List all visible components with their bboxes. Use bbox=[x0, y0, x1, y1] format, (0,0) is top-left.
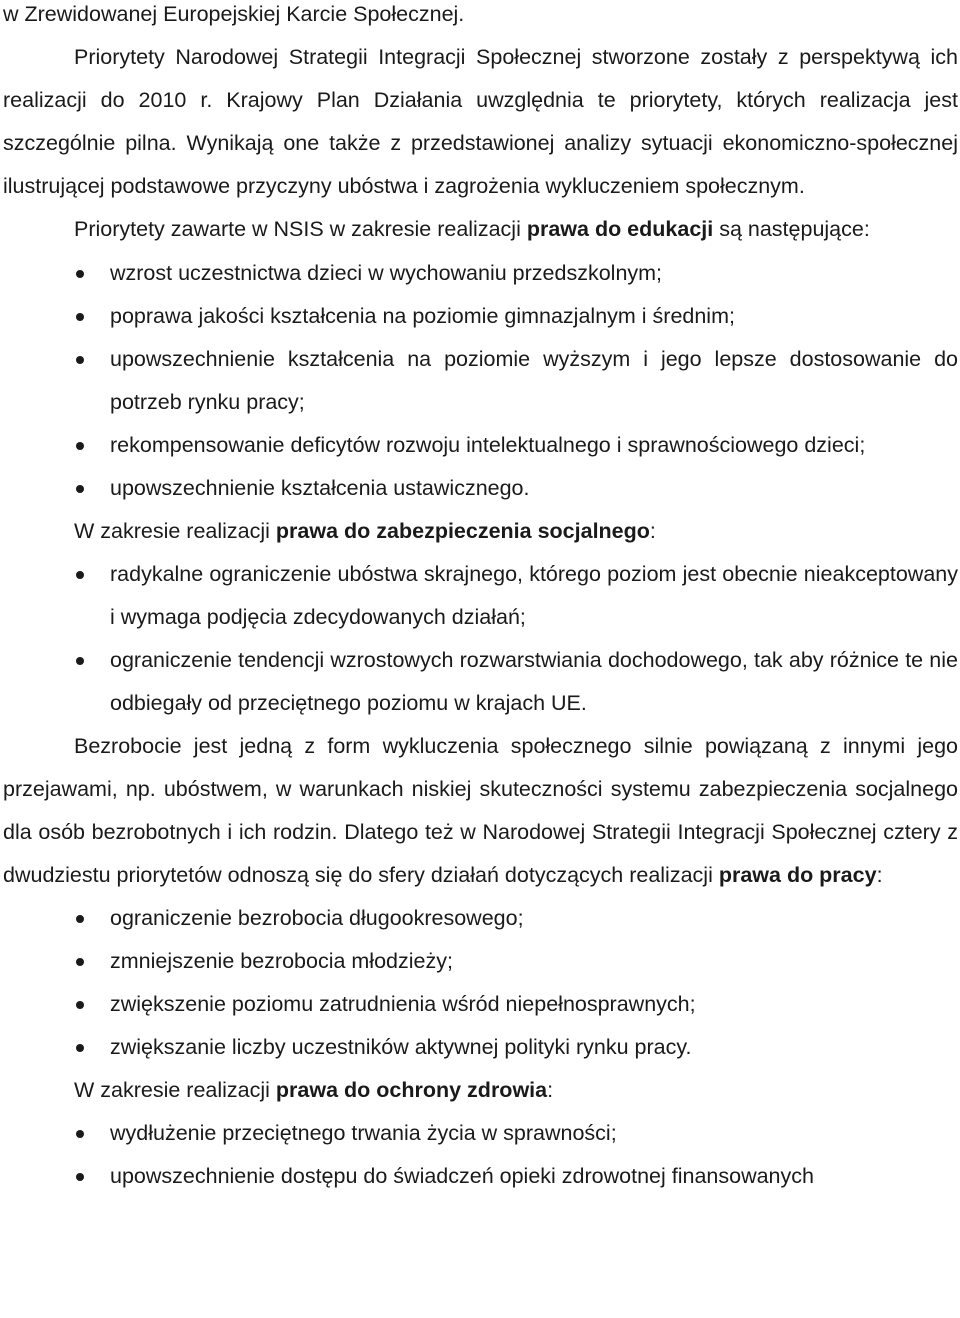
list-item: poprawa jakości kształcenia na poziomie gimnazjalnym i średnim; bbox=[3, 295, 958, 338]
document-page bbox=[3, 0, 958, 1198]
list-item: zwiększanie liczby uczestników aktywnej polityki rynku pracy. bbox=[3, 1026, 958, 1069]
bold-term: prawa do pracy bbox=[718, 863, 877, 887]
paragraph-social-heading bbox=[3, 510, 958, 553]
list-item: upowszechnienie kształcenia na poziomie wyższym i jego lepsze dostosowanie do potrzeb rynku pracy; bbox=[3, 338, 958, 424]
list-item: wydłużenie przeciętnego trwania życia w sprawności; bbox=[3, 1112, 958, 1155]
list-item: radykalne ograniczenie ubóstwa skrajnego, którego poziom jest obecnie nieakceptowany i wymaga podjęcia zdecydowanych działań; bbox=[3, 553, 958, 639]
list-item: upowszechnienie dostępu do świadczeń opieki zdrowotnej finansowanych bbox=[3, 1155, 958, 1198]
list-item: zwiększenie poziomu zatrudnienia wśród niepełnosprawnych; bbox=[3, 983, 958, 1026]
paragraph-education-heading bbox=[3, 208, 958, 251]
bold-term: prawa do zabezpieczenia socjalnego bbox=[275, 519, 650, 543]
list-item: upowszechnienie kształcenia ustawicznego. bbox=[3, 467, 958, 510]
text-run: : bbox=[649, 519, 656, 543]
text-run: Priorytety zawarte w NSIS w zakresie realizacji bbox=[74, 217, 527, 241]
list-item: zmniejszenie bezrobocia młodzieży; bbox=[3, 940, 958, 983]
paragraph-priorities-intro: Priorytety Narodowej Strategii Integracji Społecznej stworzone zostały z perspektywą ich realizacji do 2010 r. Krajowy Plan Działania uwzględnia te priorytety, których realizacja jest szczególnie pilna. Wynikają one także z przedstawionej analizy sytuacji ekonomiczno-społecznej ilustrującej podstawowe przyczyny ubóstwa i zagrożenia wykluczeniem społecznym. bbox=[3, 45, 958, 198]
text-run: : bbox=[876, 863, 883, 887]
text-run: są następujące: bbox=[713, 217, 870, 241]
text-run: W zakresie realizacji bbox=[74, 519, 276, 543]
text-run: : bbox=[547, 1078, 554, 1102]
education-list bbox=[3, 252, 958, 510]
bold-term: prawa do ochrony zdrowia bbox=[275, 1078, 548, 1102]
list-item: ograniczenie bezrobocia długookresowego; bbox=[3, 897, 958, 940]
paragraph-unemployment bbox=[3, 725, 958, 897]
list-item: wzrost uczestnictwa dzieci w wychowaniu przedszkolnym; bbox=[3, 252, 958, 295]
bold-term: prawa do edukacji bbox=[526, 217, 714, 241]
list-item: ograniczenie tendencji wzrostowych rozwarstwiania dochodowego, tak aby różnice te nie odbiegały od przeciętnego poziomu w krajach UE. bbox=[3, 639, 958, 725]
text-run: Bezrobocie jest jedną z form wykluczenia społecznego silnie powiązaną z innymi jego przejawami, np. ubóstwem, w warunkach niskiej skuteczności systemu zabezpieczenia socjalnego dla osób bezrobotnych i ich rodzin. Dlatego też w Narodowej Strategii Integracji Społecznej cztery z dwudziestu priorytetów odnoszą się do sfery działań dotyczących realizacji bbox=[3, 734, 958, 887]
work-list bbox=[3, 897, 958, 1069]
social-list bbox=[3, 553, 958, 725]
paragraph-health-heading bbox=[3, 1069, 958, 1112]
text-run: W zakresie realizacji bbox=[74, 1078, 276, 1102]
health-list bbox=[3, 1112, 958, 1198]
paragraph-continuation: w Zrewidowanej Europejskiej Karcie Społecznej. bbox=[3, 2, 465, 26]
list-item: rekompensowanie deficytów rozwoju intelektualnego i sprawnościowego dzieci; bbox=[3, 424, 958, 467]
